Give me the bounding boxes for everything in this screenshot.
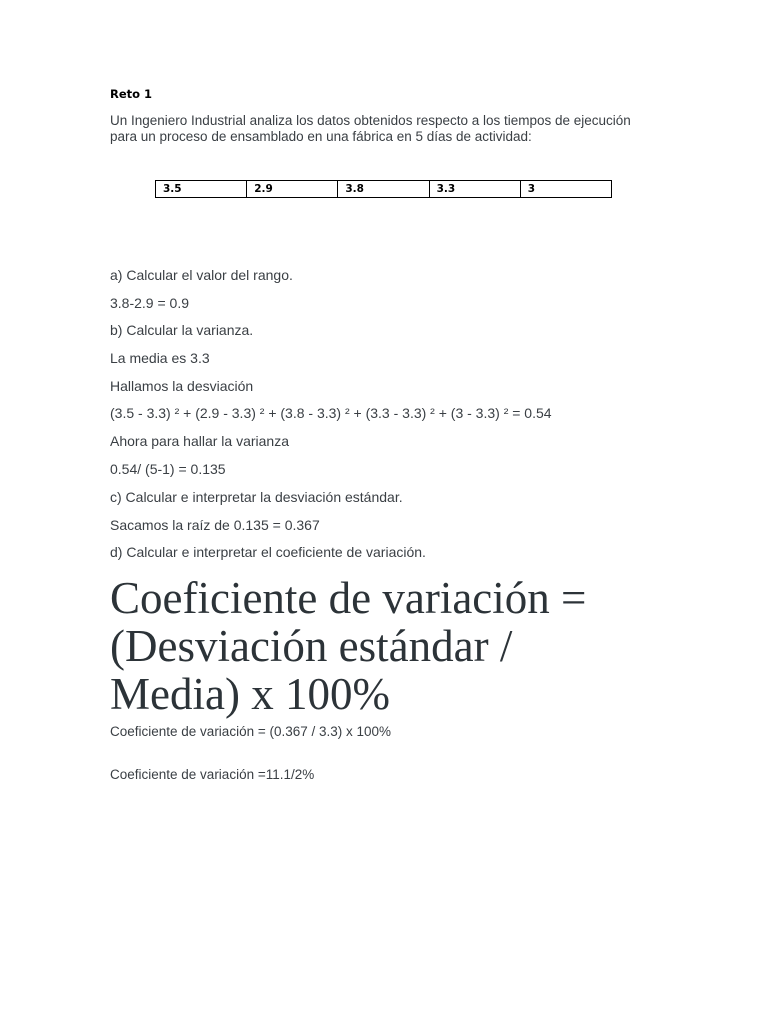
deviation-label: Hallamos la desviación: [110, 378, 254, 394]
table-cell-3: 3.8: [338, 181, 429, 198]
formula-line-1: Coeficiente de variación =: [110, 573, 587, 623]
question-b: b) Calcular la varianza.: [110, 322, 254, 338]
answer-a: 3.8-2.9 = 0.9: [110, 295, 190, 311]
intro-line-2: para un proceso de ensamblado en una fábrica en 5 días de actividad:: [110, 129, 532, 144]
deviation-formula: (3.5 - 3.3) ² + (2.9 - 3.3) ² + (3.8 - 3.3) ² + (3.3 - 3.3) ² + (3 - 3.3) ² = 0.54: [110, 405, 552, 421]
table-row: [156, 181, 612, 198]
cv-formula-heading: [110, 574, 670, 718]
intro-paragraph: [110, 113, 670, 145]
data-table: [155, 180, 612, 198]
variance-formula: 0.54/ (5-1) = 0.135: [110, 461, 226, 477]
mean-text: La media es 3.3: [110, 350, 210, 366]
intro-line-1: Un Ingeniero Industrial analiza los datos obtenidos respecto a los tiempos de ejecución: [110, 113, 631, 128]
table-cell-5: 3: [520, 181, 611, 198]
question-c: c) Calcular e interpretar la desviación estándar.: [110, 489, 403, 505]
document-title: Reto 1: [110, 87, 153, 101]
cv-substituted: Coeficiente de variación = (0.367 / 3.3) x 100%: [110, 724, 392, 739]
question-d: d) Calcular e interpretar el coeficiente de variación.: [110, 544, 426, 560]
question-a: a) Calcular el valor del rango.: [110, 267, 293, 283]
table-cell-4: 3.3: [429, 181, 520, 198]
variance-label: Ahora para hallar la varianza: [110, 433, 289, 449]
formula-line-2: (Desviación estándar /: [110, 621, 513, 671]
table-cell-2: 2.9: [247, 181, 338, 198]
answer-c: Sacamos la raíz de 0.135 = 0.367: [110, 517, 320, 533]
formula-line-3: Media) x 100%: [110, 669, 390, 719]
table-cell-1: 3.5: [156, 181, 247, 198]
cv-final: Coeficiente de variación =11.1/2%: [110, 767, 315, 782]
